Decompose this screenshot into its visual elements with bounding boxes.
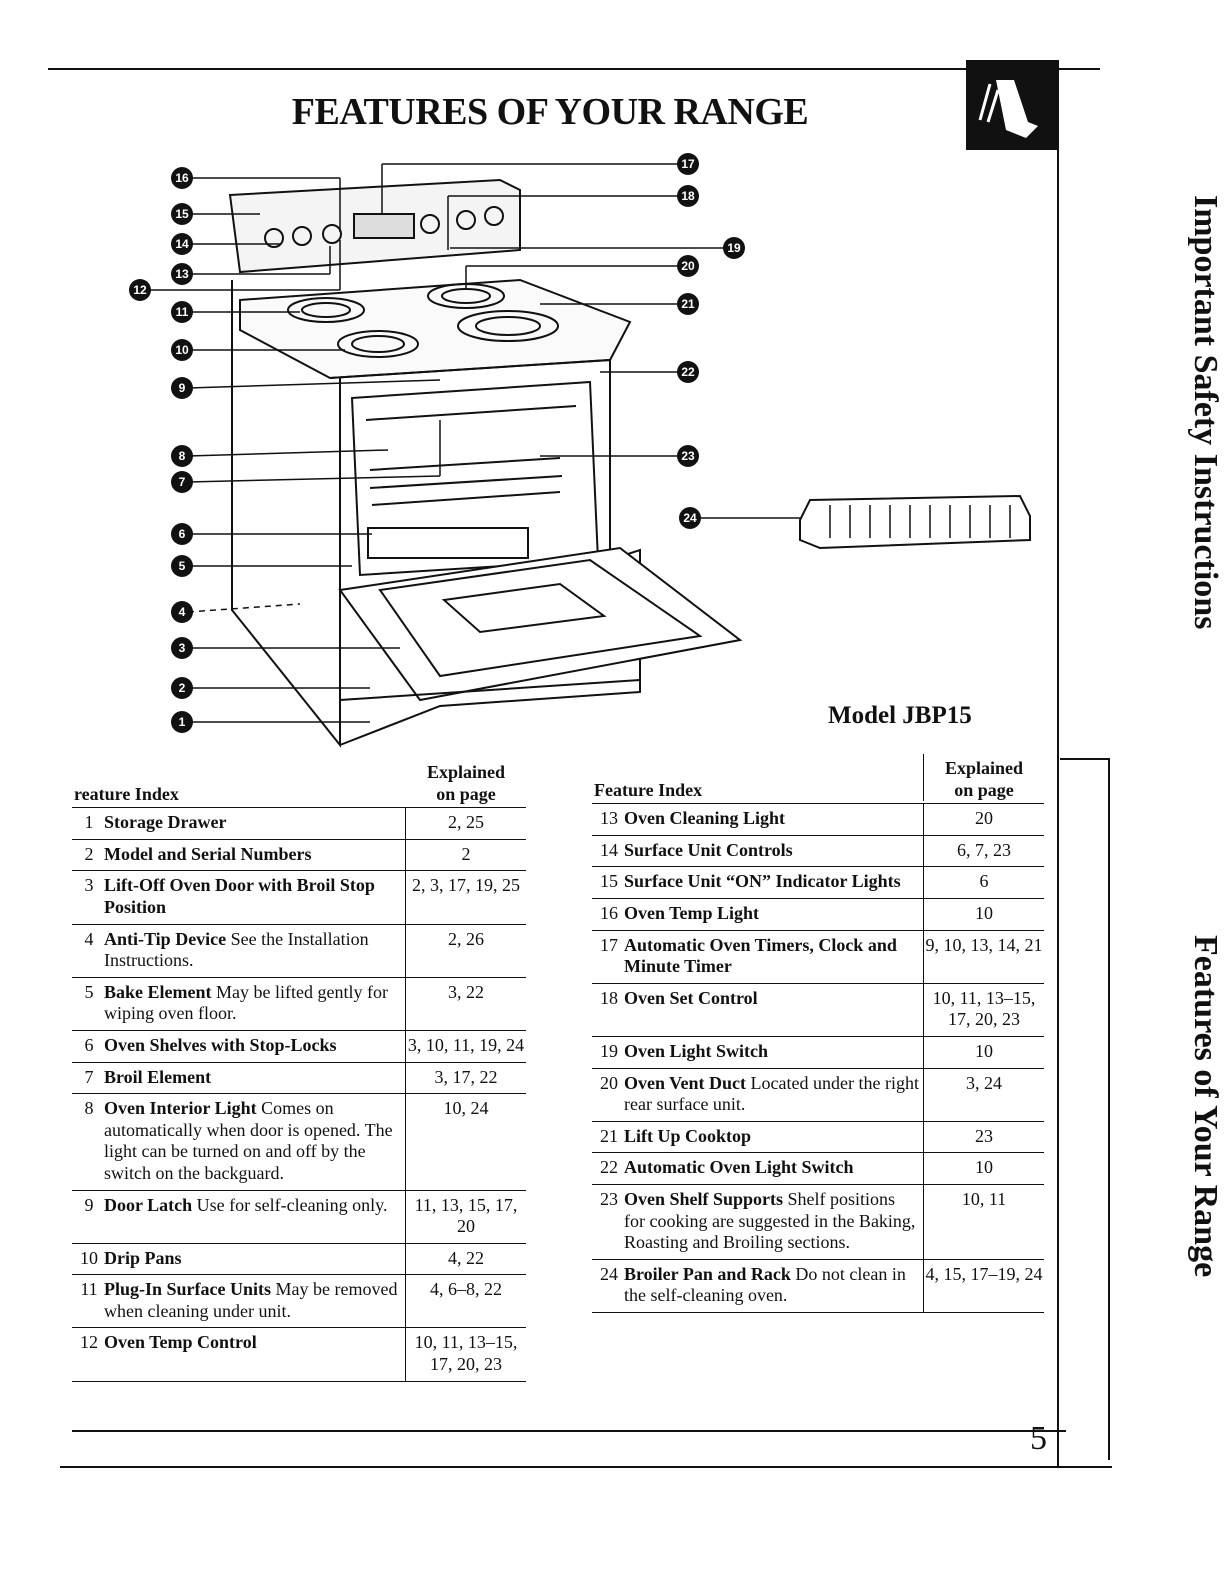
- table-row: [72, 1094, 526, 1190]
- callout-8: [171, 445, 193, 467]
- feature-name: Automatic Oven Light Switch: [624, 1157, 854, 1178]
- table-row: [592, 899, 1044, 931]
- svg-text:8: 8: [178, 449, 186, 463]
- feature-cell: [592, 1069, 923, 1121]
- feature-text: [104, 982, 401, 1025]
- feature-text: [624, 1073, 919, 1116]
- feature-number: 21: [600, 1125, 618, 1146]
- feature-number: 16: [600, 902, 618, 923]
- feature-text: [624, 903, 919, 925]
- feature-name: Surface Unit Controls: [624, 839, 793, 860]
- explained-pages: 20: [923, 804, 1044, 835]
- callout-14: [171, 233, 193, 255]
- callout-21: [677, 293, 699, 315]
- feature-cell: [592, 1153, 923, 1184]
- feature-text: [624, 988, 919, 1031]
- feature-cell: [72, 1191, 405, 1243]
- callout-23: [677, 445, 699, 467]
- table-row: [592, 984, 1044, 1037]
- feature-number: 13: [600, 808, 618, 829]
- callout-19: [723, 237, 745, 259]
- feature-description: See the Installation Instructions.: [104, 928, 369, 971]
- feature-number: 12: [80, 1332, 98, 1353]
- feature-cell: [72, 1244, 405, 1275]
- table-row: [592, 1037, 1044, 1069]
- feature-text: [104, 1332, 401, 1375]
- explained-header: [406, 758, 526, 805]
- feature-number: 6: [84, 1034, 94, 1055]
- table-row: [72, 840, 526, 872]
- callout-2: [171, 677, 193, 699]
- explained-line1: Explained: [944, 758, 1024, 778]
- explained-pages: 10, 11, 13–15, 17, 20, 23: [923, 984, 1044, 1036]
- feature-name: Broiler Pan and Rack: [624, 1263, 791, 1284]
- table-row: [72, 1328, 526, 1381]
- explained-pages: 2, 3, 17, 19, 25: [405, 871, 526, 923]
- feature-name: Storage Drawer: [104, 812, 227, 833]
- feature-name: Oven Interior Light: [104, 1098, 257, 1119]
- svg-text:4: 4: [178, 605, 186, 619]
- feature-number: 14: [600, 839, 618, 860]
- explained-pages: 3, 22: [405, 978, 526, 1030]
- explained-pages: 2: [405, 840, 526, 871]
- svg-text:16: 16: [175, 171, 189, 185]
- callout-20: [677, 255, 699, 277]
- feature-text: [624, 1189, 919, 1254]
- table-row: [592, 804, 1044, 836]
- feature-cell: [72, 808, 405, 839]
- explained-pages: 4, 6–8, 22: [405, 1275, 526, 1327]
- feature-text: [624, 1264, 919, 1307]
- feature-description: Do not clean in the self-cleaning oven.: [624, 1263, 906, 1306]
- feature-text: [104, 1067, 401, 1089]
- svg-text:21: 21: [681, 297, 695, 311]
- table-row: [72, 871, 526, 924]
- table-row: [72, 1063, 526, 1095]
- callout-13: [171, 263, 193, 285]
- page-number: 5: [1030, 1420, 1047, 1457]
- feature-name: Bake Element: [104, 981, 212, 1002]
- feature-name: Surface Unit “ON” Indicator Lights: [624, 871, 901, 892]
- feature-text: [104, 812, 401, 834]
- svg-text:7: 7: [178, 475, 186, 489]
- feature-number: 1: [84, 812, 94, 833]
- explained-pages: 3, 10, 11, 19, 24: [405, 1031, 526, 1062]
- svg-text:17: 17: [681, 157, 695, 171]
- side-tab-safety-instructions[interactable]: Important Safety Instructions: [1187, 195, 1224, 630]
- svg-text:2: 2: [178, 681, 186, 695]
- svg-text:18: 18: [681, 189, 695, 203]
- feature-name: Drip Pans: [104, 1247, 182, 1268]
- feature-rows-right: [592, 804, 1044, 1313]
- feature-cell: [592, 836, 923, 867]
- feature-number: 15: [600, 871, 618, 892]
- callout-15: [171, 203, 193, 225]
- feature-text: [104, 844, 401, 866]
- table-row: [72, 808, 526, 840]
- table-header: [592, 754, 1044, 804]
- side-tab-features[interactable]: Features of Your Range: [1187, 935, 1224, 1278]
- page-title: FEATURES OF YOUR RANGE: [291, 91, 809, 133]
- feature-text: [104, 1279, 401, 1322]
- explained-pages: 10, 11, 13–15, 17, 20, 23: [405, 1328, 526, 1380]
- feature-number: 11: [80, 1279, 98, 1300]
- svg-text:10: 10: [175, 343, 189, 357]
- feature-text: [104, 1098, 401, 1184]
- explained-pages: 10: [923, 899, 1044, 930]
- feature-cell: [72, 871, 405, 923]
- svg-text:5: 5: [178, 559, 186, 573]
- callout-4: [171, 601, 193, 623]
- explained-pages: 4, 15, 17–19, 24: [923, 1260, 1044, 1312]
- feature-name: Automatic Oven Timers, Clock and Minute Timer: [624, 934, 897, 977]
- feature-name: Lift Up Cooktop: [624, 1125, 752, 1146]
- feature-text: [104, 875, 401, 918]
- explained-pages: 4, 22: [405, 1244, 526, 1275]
- svg-text:6: 6: [178, 527, 186, 541]
- bottom-rule: [60, 1466, 1112, 1468]
- svg-text:23: 23: [681, 449, 695, 463]
- feature-name: Oven Cleaning Light: [624, 808, 786, 829]
- explained-pages: 10: [923, 1153, 1044, 1184]
- feature-index-header: reature Index: [74, 783, 179, 804]
- feature-description: Shelf positions for cooking are suggested in the Baking, Roasting and Broiling sections.: [624, 1188, 916, 1253]
- callout-24: [679, 507, 701, 529]
- feature-number: 19: [600, 1040, 618, 1061]
- callout-3: [171, 637, 193, 659]
- feature-name: Anti-Tip Device: [104, 928, 227, 949]
- feature-name: Oven Temp Control: [104, 1332, 257, 1353]
- feature-cell: [72, 925, 405, 977]
- explained-pages: 6: [923, 867, 1044, 898]
- feature-text: [624, 1126, 919, 1148]
- explained-pages: 10: [923, 1037, 1044, 1068]
- table-row: [592, 1185, 1044, 1260]
- feature-description: Use for self-cleaning only.: [196, 1194, 388, 1215]
- table-row: [72, 1191, 526, 1244]
- table-header: [72, 758, 526, 808]
- svg-text:13: 13: [175, 267, 189, 281]
- callout-6: [171, 523, 193, 545]
- svg-text:19: 19: [727, 241, 741, 255]
- feature-name: Lift-Off Oven Door with Broil Stop Position: [104, 875, 375, 917]
- feature-name: Oven Shelves with Stop-Locks: [104, 1034, 337, 1055]
- feature-name: Model and Serial Numbers: [104, 843, 312, 864]
- feature-number: 8: [84, 1098, 94, 1119]
- table-row: [72, 1275, 526, 1328]
- table-row: [72, 1031, 526, 1063]
- feature-cell: [72, 1094, 405, 1189]
- feature-text: [624, 808, 919, 830]
- svg-text:12: 12: [133, 283, 147, 297]
- table-row: [592, 1122, 1044, 1154]
- feature-cell: [72, 1328, 405, 1380]
- feature-name: Plug-In Surface Units: [104, 1279, 272, 1300]
- explained-pages: 2, 25: [405, 808, 526, 839]
- explained-pages: 6, 7, 23: [923, 836, 1044, 867]
- feature-cell: [592, 1122, 923, 1153]
- explained-pages: 3, 17, 22: [405, 1063, 526, 1094]
- feature-number: 3: [84, 875, 94, 896]
- table-row: [592, 931, 1044, 984]
- callout-22: [677, 361, 699, 383]
- feature-cell: [72, 1031, 405, 1062]
- feature-number: 17: [600, 934, 618, 955]
- callout-11: [171, 301, 193, 323]
- table-bottom-rule: [72, 1430, 1066, 1432]
- feature-name: Oven Set Control: [624, 987, 758, 1008]
- feature-text: [624, 840, 919, 862]
- svg-text:3: 3: [178, 641, 186, 655]
- table-row: [592, 1069, 1044, 1122]
- feature-number: 9: [84, 1194, 94, 1215]
- callout-9: [171, 377, 193, 399]
- svg-text:11: 11: [175, 305, 189, 319]
- svg-text:24: 24: [683, 511, 697, 525]
- explained-pages: 3, 24: [923, 1069, 1044, 1121]
- feature-name: Oven Shelf Supports: [624, 1188, 784, 1209]
- feature-number: 2: [84, 843, 94, 864]
- feature-name: Oven Vent Duct: [624, 1072, 747, 1093]
- table-row: [592, 1153, 1044, 1185]
- feature-description: Located under the right rear surface unit.: [624, 1072, 919, 1115]
- feature-description: Comes on automatically when door is opened. The light can be turned on and off by the switch on the backguard.: [104, 1098, 393, 1183]
- feature-table-left: [72, 758, 526, 1382]
- table-row: [72, 925, 526, 978]
- feature-cell: [592, 1185, 923, 1259]
- table-row: [72, 1244, 526, 1276]
- svg-text:1: 1: [178, 715, 186, 729]
- feature-number: 20: [600, 1072, 618, 1093]
- feature-number: 7: [84, 1066, 94, 1087]
- table-row: [592, 867, 1044, 899]
- callout-17: [677, 153, 699, 175]
- callout-1: [171, 711, 193, 733]
- explained-pages: 10, 24: [405, 1094, 526, 1189]
- feature-number: 18: [600, 987, 618, 1008]
- model-label: Model JBP15: [828, 702, 972, 729]
- explained-pages: 10, 11: [923, 1185, 1044, 1259]
- callout-16: [171, 167, 193, 189]
- explained-line2: on page: [436, 783, 496, 804]
- feature-description: May be removed when cleaning under unit.: [104, 1279, 398, 1321]
- explained-line1: Explained: [426, 762, 506, 782]
- svg-text:9: 9: [178, 381, 186, 395]
- feature-number: 10: [80, 1247, 98, 1268]
- explained-line2: on page: [954, 779, 1014, 800]
- feature-cell: [72, 978, 405, 1030]
- feature-number: 23: [600, 1188, 618, 1209]
- callout-12: [129, 279, 151, 301]
- feature-cell: [72, 1063, 405, 1094]
- feature-rows-left: [72, 808, 526, 1381]
- feature-text: [624, 935, 919, 978]
- explained-header: [923, 754, 1044, 801]
- feature-cell: [72, 1275, 405, 1327]
- feature-cell: [592, 899, 923, 930]
- svg-text:20: 20: [681, 259, 695, 273]
- range-illustration: [0, 0, 1224, 760]
- feature-number: 22: [600, 1157, 618, 1178]
- feature-number: 5: [84, 981, 94, 1002]
- feature-cell: [592, 804, 923, 835]
- svg-text:14: 14: [175, 237, 189, 251]
- callout-18: [677, 185, 699, 207]
- feature-text: [624, 1157, 919, 1179]
- feature-description: May be lifted gently for wiping oven floor.: [104, 981, 388, 1024]
- feature-name: Oven Temp Light: [624, 902, 760, 923]
- feature-number: 4: [84, 928, 94, 949]
- feature-table-right: [592, 754, 1044, 1313]
- feature-cell: [592, 931, 923, 983]
- feature-text: [624, 871, 919, 893]
- explained-pages: 2, 26: [405, 925, 526, 977]
- feature-text: [624, 1041, 919, 1063]
- explained-pages: 23: [923, 1122, 1044, 1153]
- feature-cell: [592, 1260, 923, 1312]
- feature-name: Oven Light Switch: [624, 1040, 769, 1061]
- feature-text: [104, 1035, 401, 1057]
- feature-cell: [592, 984, 923, 1036]
- feature-index-header: Feature Index: [594, 779, 703, 800]
- explained-pages: 9, 10, 13, 14, 21: [923, 931, 1044, 983]
- feature-name: Broil Element: [104, 1066, 212, 1087]
- callout-10: [171, 339, 193, 361]
- explained-pages: 11, 13, 15, 17, 20: [405, 1191, 526, 1243]
- feature-number: 24: [600, 1263, 618, 1284]
- feature-cell: [592, 1037, 923, 1068]
- callout-5: [171, 555, 193, 577]
- feature-cell: [72, 840, 405, 871]
- table-row: [592, 836, 1044, 868]
- feature-text: [104, 929, 401, 972]
- feature-text: [104, 1248, 401, 1270]
- table-row: [592, 1260, 1044, 1313]
- feature-name: Door Latch: [104, 1194, 193, 1215]
- feature-cell: [592, 867, 923, 898]
- svg-text:15: 15: [175, 207, 189, 221]
- callout-7: [171, 471, 193, 493]
- svg-text:22: 22: [681, 365, 695, 379]
- table-row: [72, 978, 526, 1031]
- feature-text: [104, 1195, 401, 1238]
